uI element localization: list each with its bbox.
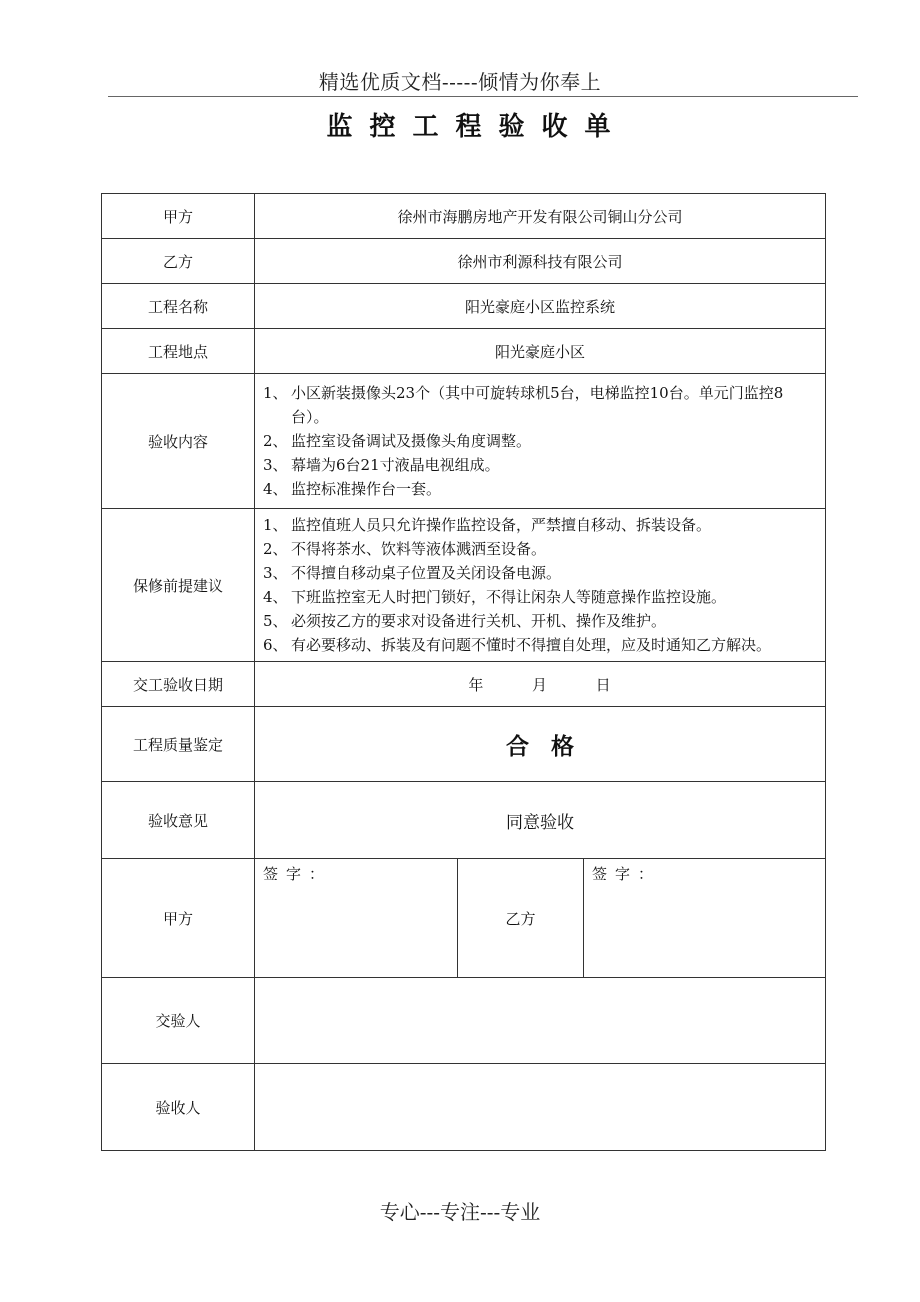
acceptance-content-cell bbox=[255, 374, 826, 509]
maintenance-label: 保修前提建议 bbox=[102, 509, 255, 662]
list-item: 1、 监控值班人员只允许操作监控设备，严禁擅自移动、拆装设备。 bbox=[263, 516, 712, 534]
quality-value: 合格 bbox=[506, 733, 597, 760]
row-project-name bbox=[102, 284, 826, 329]
row-quality bbox=[102, 707, 826, 782]
handover-person-field[interactable] bbox=[255, 978, 826, 1064]
list-item: 4、 下班监控室无人时把门锁好，不得让闲杂人等随意操作监控设施。 bbox=[263, 588, 727, 606]
header-divider bbox=[108, 96, 858, 97]
row-project-location bbox=[102, 329, 826, 374]
date-day: 日 bbox=[595, 675, 612, 694]
project-name-value: 阳光豪庭小区监控系统 bbox=[255, 284, 826, 329]
quality-value-cell bbox=[255, 707, 826, 782]
row-handover-person bbox=[102, 978, 826, 1064]
row-party-a bbox=[102, 194, 826, 239]
acceptance-content-label: 验收内容 bbox=[102, 374, 255, 509]
document-title: 监控工程验收单 bbox=[326, 112, 628, 142]
page-header: 精选优质文档-----倾情为你奉上 bbox=[318, 70, 602, 94]
project-location-label: 工程地点 bbox=[102, 329, 255, 374]
list-item: 5、 必须按乙方的要求对设备进行关机、开机、操作及维护。 bbox=[263, 612, 667, 630]
project-name-label: 工程名称 bbox=[102, 284, 255, 329]
acceptance-content-list bbox=[255, 377, 825, 505]
handover-person-label: 交验人 bbox=[102, 978, 255, 1064]
sign-label-a: 签字： bbox=[263, 865, 333, 883]
list-item: 3、 幕墙为6台21寸液晶电视组成。 bbox=[263, 456, 500, 474]
row-acceptance-content bbox=[102, 374, 826, 509]
maintenance-cell bbox=[255, 509, 826, 662]
maintenance-list bbox=[255, 509, 825, 661]
row-signatures bbox=[102, 859, 826, 978]
handover-date-label: 交工验收日期 bbox=[102, 662, 255, 707]
list-item: 2、 监控室设备调试及摄像头角度调整。 bbox=[263, 432, 532, 450]
opinion-label: 验收意见 bbox=[102, 782, 255, 859]
party-b-value: 徐州市利源科技有限公司 bbox=[255, 239, 826, 284]
receiver-field[interactable] bbox=[255, 1064, 826, 1151]
list-item: 1、 小区新装摄像头23个（其中可旋转球机5台，电梯监控10台。单元门监控8台）。 bbox=[263, 384, 784, 426]
sign-label-b: 签字： bbox=[592, 865, 662, 883]
date-month: 月 bbox=[532, 675, 549, 694]
date-year: 年 bbox=[468, 675, 485, 694]
list-item: 3、 不得擅自移动桌子位置及关闭设备电源。 bbox=[263, 564, 562, 582]
row-handover-date bbox=[102, 662, 826, 707]
handover-date-value bbox=[255, 662, 826, 707]
row-party-b bbox=[102, 239, 826, 284]
list-item: 6、 有必要移动、拆装及有问题不懂时不得擅自处理，应及时通知乙方解决。 bbox=[263, 636, 772, 654]
row-opinion bbox=[102, 782, 826, 859]
signature-party-a-label: 甲方 bbox=[102, 859, 255, 978]
opinion-value: 同意验收 bbox=[255, 782, 826, 859]
party-a-value: 徐州市海鹏房地产开发有限公司铜山分公司 bbox=[255, 194, 826, 239]
party-b-label: 乙方 bbox=[102, 239, 255, 284]
receiver-label: 验收人 bbox=[102, 1064, 255, 1151]
party-a-label: 甲方 bbox=[102, 194, 255, 239]
project-location-value: 阳光豪庭小区 bbox=[255, 329, 826, 374]
signature-party-b-label: 乙方 bbox=[458, 859, 584, 978]
list-item: 2、 不得将茶水、饮料等液体溅洒至设备。 bbox=[263, 540, 547, 558]
acceptance-form-table bbox=[101, 193, 826, 1151]
row-maintenance bbox=[102, 509, 826, 662]
row-receiver bbox=[102, 1064, 826, 1151]
list-item: 4、 监控标准操作台一套。 bbox=[263, 480, 442, 498]
signature-party-b-box[interactable] bbox=[584, 859, 826, 978]
signature-party-a-box[interactable] bbox=[255, 859, 458, 978]
quality-label: 工程质量鉴定 bbox=[102, 707, 255, 782]
page-footer: 专心---专注---专业 bbox=[379, 1200, 541, 1224]
